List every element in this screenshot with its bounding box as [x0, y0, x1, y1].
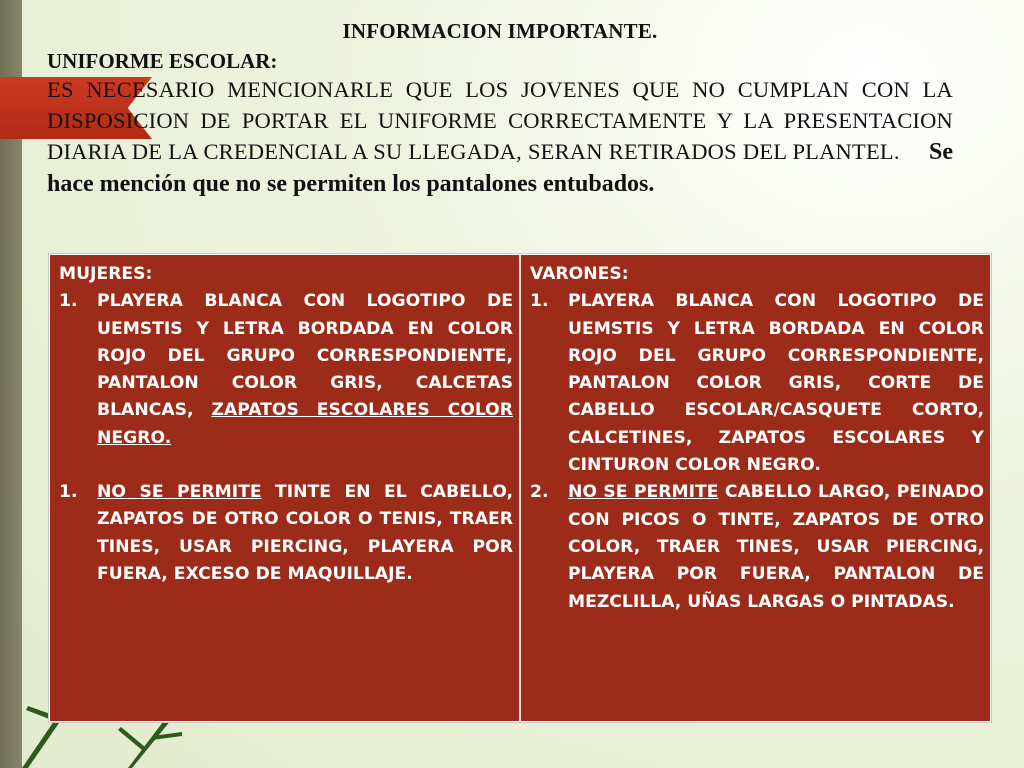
notice-text: ES NECESARIO MENCIONARLE QUE LOS JOVENES QUE NO CUMPLAN CON LA DISPOSICION DE PORTAR EL UNIFORME CORRECTAMENTE Y LA PRESENTACION DIARIA DE LA CREDENCIAL A SU LLEGADA, SERAN RETIRADOS DEL PLANTEL.	[47, 77, 953, 164]
list-item	[59, 288, 513, 452]
uniform-table	[49, 254, 991, 722]
item-text	[568, 479, 984, 615]
item-number: 1.	[59, 482, 78, 503]
mujeres-heading: MUJERES:	[59, 264, 153, 284]
item-body: CABELLO LARGO, PEINADO CON PICOS O TINTE, ZAPATOS DE OTRO COLOR, TRAER TINES, USAR PIERCING, PLAYERA POR FUERA, PANTALON DE MEZCLILLA, UÑAS LARGAS O PINTADAS.	[568, 482, 984, 612]
item-text: PLAYERA BLANCA CON LOGOTIPO DE UEMSTIS Y LETRA BORDADA EN COLOR ROJO DEL GRUPO CORRESPONDIENTE, PANTALON COLOR GRIS, CORTE DE CABELLO ESCOLAR/CASQUETE CORTO, CALCETINES, ZAPATOS ESCOLARES Y CINTURON COLOR NEGRO.	[568, 291, 984, 476]
header-block	[47, 16, 953, 200]
item-text	[97, 288, 513, 452]
item-number: 1.	[59, 291, 78, 312]
notice-paragraph	[47, 74, 953, 200]
item-body: TINTE EN EL CABELLO, ZAPATOS DE OTRO COLOR O TENIS, TRAER TINES, USAR PIERCING, PLAYERA POR FUERA, EXCESO DE MAQUILLAJE.	[97, 482, 513, 584]
list-item	[530, 479, 984, 615]
page-title: INFORMACION IMPORTANTE.	[342, 19, 658, 43]
item-number: 2.	[530, 482, 549, 503]
section-subtitle: UNIFORME ESCOLAR:	[47, 49, 278, 73]
item-underlined: NO SE PERMITE	[568, 482, 719, 503]
varones-column	[521, 255, 990, 721]
item-text	[97, 479, 513, 588]
item-number: 1.	[530, 291, 549, 312]
mujeres-column	[50, 255, 521, 721]
varones-heading: VARONES:	[530, 264, 629, 284]
list-item	[530, 288, 984, 479]
list-item	[59, 479, 513, 588]
item-body: PLAYERA BLANCA CON LOGOTIPO DE UEMSTIS Y LETRA BORDADA EN COLOR ROJO DEL GRUPO CORRESPONDIENTE, PANTALON COLOR GRIS, CALCETAS BLANCAS,	[97, 291, 513, 421]
notice-emphasis: Se hace mención que no se permiten los pantalones entubados.	[47, 139, 954, 197]
item-underlined: NO SE PERMITE	[97, 482, 262, 503]
item-underlined: ZAPATOS ESCOLARES COLOR NEGRO.	[97, 400, 514, 448]
